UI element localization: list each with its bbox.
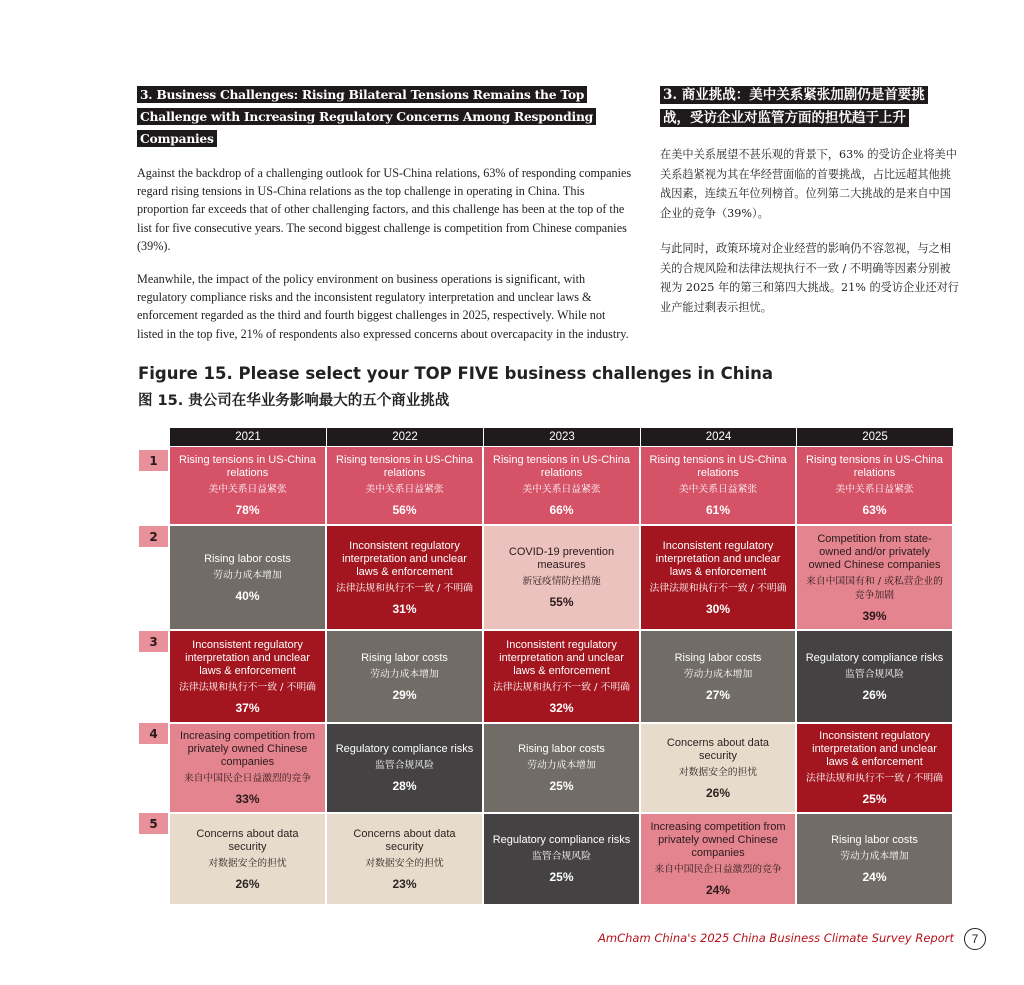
challenge-label-en: Regulatory compliance risks (492, 834, 631, 846)
challenge-percent: 31% (392, 601, 417, 616)
challenge-label-en: COVID-19 prevention measures (508, 546, 615, 571)
challenge-label-zh: 来自中国国有和 / 或私营企业的竞争加剧 (806, 575, 943, 601)
year-header-2025: 2025 (796, 428, 953, 446)
challenge-label-zh: 监管合规风险 (845, 668, 904, 680)
challenge-label-en: Rising labor costs (674, 651, 762, 664)
challenge-label-zh: 美中关系日益紧张 (365, 484, 444, 495)
challenge-cell-2024-rank-5 (640, 813, 796, 905)
challenge-percent: 24% (705, 883, 731, 897)
challenge-cell-2023-rank-1 (483, 446, 640, 525)
challenge-label-zh: 劳动力成本增加 (840, 851, 909, 862)
challenge-cell-2024-rank-2 (640, 525, 796, 630)
challenge-cell-2025-rank-4 (796, 723, 953, 813)
year-header-2024: 2024 (640, 428, 796, 446)
challenge-label-en: Concerns about data security (666, 736, 770, 762)
challenge-label-en: Inconsistent regulatory interpretation and unclear laws & enforcement (342, 539, 467, 578)
challenge-cell-2023-rank-5 (483, 813, 640, 905)
challenge-percent: 23% (392, 876, 417, 891)
challenge-cell-2025-rank-1 (796, 446, 953, 525)
challenge-label-en: Rising labor costs (361, 651, 448, 664)
challenge-percent: 30% (705, 601, 731, 616)
challenge-cell-2022-rank-2 (326, 525, 483, 630)
page-number: 7 (964, 928, 986, 950)
challenge-label-zh: 监管合规风险 (375, 760, 434, 771)
challenge-label-zh: 劳动力成本增加 (213, 569, 282, 581)
challenge-percent: 24% (862, 870, 887, 884)
challenge-percent: 28% (392, 779, 417, 793)
challenge-label-zh: 法律法规和执行不一致 / 不明确 (649, 582, 787, 594)
challenge-label-en: Rising tensions in US-China relations (336, 454, 473, 479)
challenge-percent: 32% (549, 700, 574, 715)
paragraph-zh-1: 在美中关系展望不甚乐观的背景下，63% 的受访企业将美中关系趋紧视为其在华经营面临的首要挑战，占比远超其他挑战因素，连续五年位列榜首。位列第二大挑战的是来自中国企业的竞争（39%）。 (660, 148, 957, 220)
challenge-percent: 25% (549, 779, 574, 793)
challenge-label-en: Concerns about data security (196, 827, 299, 853)
challenge-label-en: Regulatory compliance risks (805, 651, 944, 664)
challenge-label-en: Inconsistent regulatory interpretation and unclear laws & enforcement (499, 638, 624, 677)
challenge-label-zh: 劳动力成本增加 (527, 760, 596, 771)
challenge-label-zh: 法律法规和执行不一致 / 不明确 (493, 681, 630, 693)
challenge-label-zh: 新冠疫情防控措施 (522, 576, 601, 587)
chinese-column (660, 84, 960, 317)
challenge-cell-2024-rank-3 (640, 630, 796, 723)
challenge-cell-2021-rank-1 (169, 446, 326, 525)
rank-3: 3 (139, 631, 168, 652)
challenge-cell-2023-rank-3 (483, 630, 640, 723)
challenge-label-zh: 对数据安全的担忧 (365, 857, 444, 869)
rank-5: 5 (139, 813, 168, 834)
challenge-percent: 78% (235, 503, 260, 517)
challenge-cell-2024-rank-4 (640, 723, 796, 813)
challenge-cell-2022-rank-4 (326, 723, 483, 813)
challenge-label-zh: 美中关系日益紧张 (678, 484, 758, 495)
year-header-2021: 2021 (169, 428, 326, 446)
challenge-label-zh: 美中关系日益紧张 (835, 484, 914, 495)
challenge-label-en: Rising labor costs (831, 834, 918, 846)
challenge-cell-2023-rank-4 (483, 723, 640, 813)
challenge-label-zh: 对数据安全的担忧 (208, 857, 287, 869)
challenge-cell-2025-rank-2 (796, 525, 953, 630)
challenge-label-en: Regulatory compliance risks (335, 743, 474, 755)
challenge-percent: 55% (549, 595, 574, 609)
challenge-percent: 26% (862, 687, 887, 702)
paragraph-en-1: Against the backdrop of a challenging outlook for US-China relations, 63% of responding companies regard rising tensions in US-China relations as the top challenge in operating in China. This proportion far exceeds that of other challenging factors, and this challenge has been at the top of the list for five consecutive years. The second biggest challenge is competition from Chinese companies (39%). (137, 166, 632, 253)
paragraph-en-2: Meanwhile, the impact of the policy environment on business operations is significant, with regulatory compliance risks and the inconsistent regulatory interpretation and unclear laws & enforcement regarded as the third and fourth biggest challenges in 2025, respectively. While not listed in the top five, 21% of respondents also expressed concerns about overcapacity in the industry. (137, 272, 629, 341)
challenge-percent: 56% (392, 503, 417, 517)
rank-4: 4 (139, 723, 168, 744)
challenge-label-en: Rising tensions in US-China relations (493, 454, 630, 479)
challenge-label-en: Rising labor costs (204, 552, 291, 565)
section-heading-en: 3. Business Challenges: Rising Bilateral Tensions Remains the Top Challenge with Increasing Regulatory Concerns Among Responding Companies (137, 86, 596, 147)
challenge-label-en: Rising tensions in US-China relations (179, 454, 316, 479)
english-column (137, 84, 632, 343)
challenge-percent: 37% (235, 700, 260, 715)
challenge-label-en: Concerns about data security (353, 827, 456, 853)
section-heading-zh: 3. 商业挑战：美中关系紧张加剧仍是首要挑战，受访企业对监管方面的担忧趋于上升 (660, 86, 928, 127)
challenge-cell-2024-rank-1 (640, 446, 796, 525)
challenge-label-zh: 法律法规和执行不一致 / 不明确 (336, 582, 473, 594)
challenge-cell-2023-rank-2 (483, 525, 640, 630)
challenge-percent: 29% (392, 687, 417, 702)
challenge-percent: 33% (235, 792, 260, 806)
challenge-label-en: Inconsistent regulatory interpretation and unclear laws & enforcement (185, 638, 310, 677)
rank-1: 1 (139, 450, 168, 471)
challenge-label-zh: 法律法规和执行不一致 / 不明确 (806, 773, 943, 784)
challenge-label-en: Rising tensions in US-China relations (806, 454, 943, 479)
challenge-label-en: Rising tensions in US-China relations (649, 454, 787, 479)
challenge-label-en: Increasing competition from privately owned Chinese companies (179, 730, 316, 768)
challenge-cell-2025-rank-5 (796, 813, 953, 905)
challenge-percent: 26% (705, 785, 731, 800)
challenges-grid (169, 428, 953, 905)
year-header-2023: 2023 (483, 428, 640, 446)
challenge-percent: 27% (705, 687, 731, 702)
year-header-2022: 2022 (326, 428, 483, 446)
chinese-heading-block (660, 84, 928, 129)
challenge-cell-2022-rank-5 (326, 813, 483, 905)
challenge-percent: 39% (862, 608, 887, 623)
challenge-percent: 25% (549, 870, 574, 884)
challenge-label-zh: 来自中国民企日益激烈的竞争 (183, 773, 312, 784)
challenge-label-zh: 劳动力成本增加 (683, 668, 753, 680)
challenge-cell-2022-rank-1 (326, 446, 483, 525)
challenge-cell-2025-rank-3 (796, 630, 953, 723)
challenge-label-en: Inconsistent regulatory interpretation and unclear laws & enforcement (655, 539, 781, 578)
challenge-label-zh: 美中关系日益紧张 (208, 484, 287, 495)
figure-title-zh: 图 15. 贵公司在华业务影响最大的五个商业挑战 (138, 393, 450, 409)
english-heading-block (137, 84, 632, 150)
challenge-percent: 61% (705, 503, 731, 517)
challenge-label-zh: 来自中国民企日益激烈的竞争 (654, 864, 782, 875)
challenge-percent: 25% (862, 792, 887, 806)
challenge-label-en: Competition from state-owned and/or privately owned Chinese companies (808, 532, 941, 571)
challenge-cell-2021-rank-4 (169, 723, 326, 813)
challenge-percent: 26% (235, 876, 260, 891)
challenge-label-en: Increasing competition from privately owned Chinese companies (650, 821, 786, 859)
challenge-label-zh: 美中关系日益紧张 (522, 484, 601, 495)
challenge-cell-2022-rank-3 (326, 630, 483, 723)
challenge-percent: 66% (549, 503, 574, 517)
challenge-label-en: Rising labor costs (518, 743, 605, 755)
report-footer: AmCham China's 2025 China Business Climate Survey Report (598, 931, 954, 945)
challenge-label-zh: 法律法规和执行不一致 / 不明确 (179, 681, 316, 693)
challenge-label-en: Inconsistent regulatory interpretation and unclear laws & enforcement (812, 730, 937, 768)
paragraph-zh-2: 与此同时，政策环境对企业经营的影响仍不容忽视，与之相关的合规风险和法律法规执行不一致 / 不明确等因素分别被视为 2025 年的第三和第四大挑战。21% 的受访企业还对行业产能过剩表示担忧。 (660, 242, 959, 314)
challenge-cell-2021-rank-3 (169, 630, 326, 723)
challenge-percent: 63% (862, 503, 887, 517)
challenge-percent: 40% (235, 588, 260, 603)
challenge-label-zh: 劳动力成本增加 (370, 668, 439, 680)
challenge-cell-2021-rank-5 (169, 813, 326, 905)
figure-title-en: Figure 15. Please select your TOP FIVE business challenges in China (138, 364, 774, 383)
challenge-cell-2021-rank-2 (169, 525, 326, 630)
challenge-label-zh: 监管合规风险 (532, 851, 591, 862)
rank-2: 2 (139, 526, 168, 547)
challenge-label-zh: 对数据安全的担忧 (678, 766, 758, 778)
